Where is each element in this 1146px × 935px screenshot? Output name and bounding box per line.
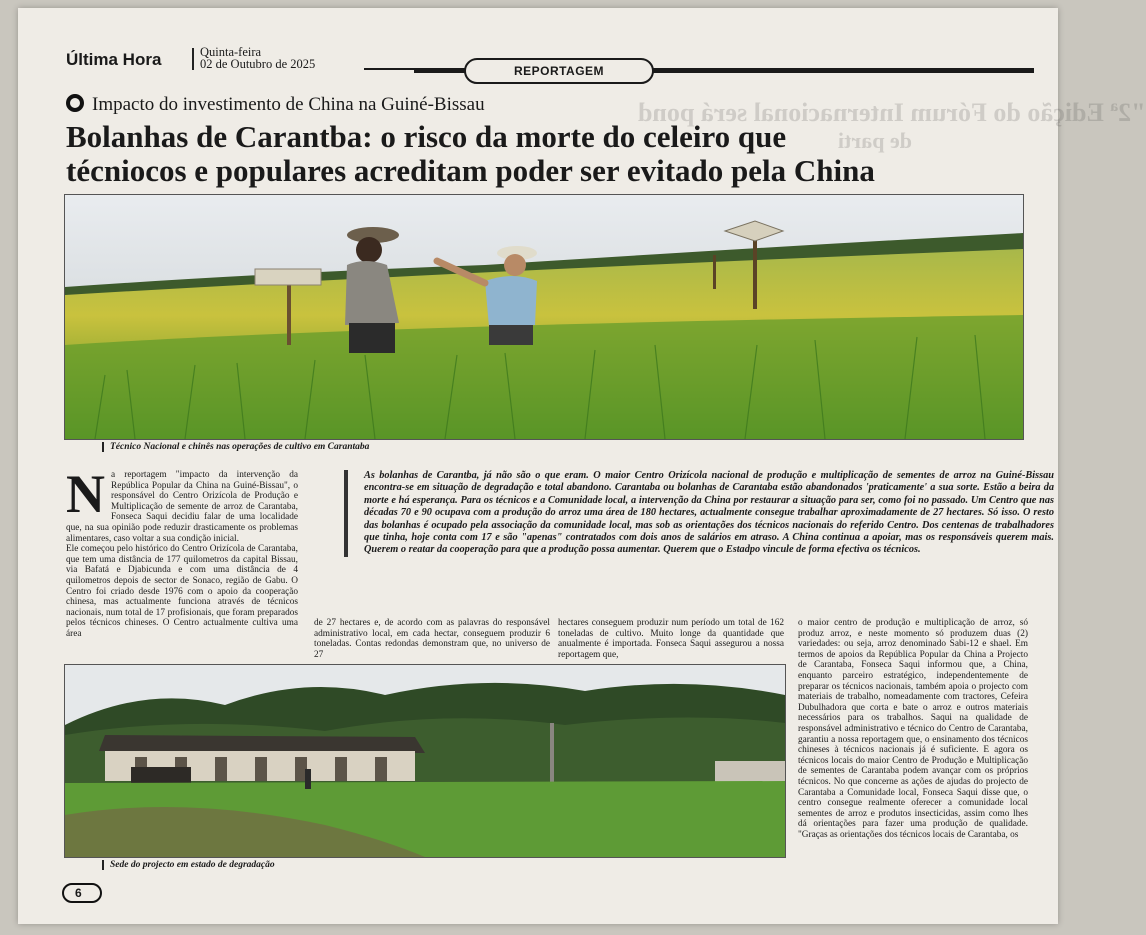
section-name: Última Hora	[66, 50, 162, 69]
date: 02 de Outubro de 2025	[200, 57, 316, 71]
article-column-3: hectares conseguem produzir num período um total de 162 toneladas de cultivo. Muito longe da quantidade que anualmente é importada. Fonseca Saqui assegurou a nossa reportagem que,	[558, 618, 784, 660]
article-headline	[66, 120, 1026, 188]
drop-cap: N	[66, 464, 105, 524]
section-tag: REPORTAGEM	[464, 58, 654, 84]
newspaper-page	[18, 8, 1146, 924]
article-kicker	[66, 94, 485, 116]
column-1-body: Ele começou pelo histórico do Centro Orizícola de Carantaba, que tem uma distância de 177 quilometros da capital Bissau, via Bafatá e Djabicunda e com uma distância de 4 quilometros depois de sector de Sonaco, região de Gabu. O Centro foi criado desde 1976 com o apoio da cooperação chinesa, mas actualmente funciona através de técnicos nacionais, num total de 17 profisionais, que foram preparados pelos técnicos chineses. O Centro actualmente cultiva uma área	[66, 544, 298, 639]
photo-caption: Sede do projecto em estado de degradação	[102, 860, 275, 870]
masthead-separator	[192, 48, 194, 70]
rice-field-photo	[64, 194, 1024, 440]
project-headquarters-photo	[64, 664, 786, 858]
bleed-through-text: de parti	[838, 128, 912, 153]
masthead	[66, 44, 1036, 78]
article-column-4: o maior centro de produção e multiplicação de arroz, só produz arroz, e neste momento só produzem duas (2) variedades: ou seja, arroz denominado Sabi-12 e shael. Em termos de apoios da República Popular da China a Projecto de Carantaba, Fonseca Saqui informou que, a China, enquanto parceiro estratégico, independentemente de preparar os técnicos nacionais, também apoia o projecto com materiais de trabalho, nomeadamente com tractores, Cefeira Dubulhadora que corta e bate o arroz e outros materiais necessários para os trabalhos. Saqui na qualidade de responsável administrativo e técnico do Centro de Carantaba, garantiu a nossa reportagem que, o ensinamento dos técnicos chineses à técnicos nacionais já é suficiente. E agora os técnicos locais do maior Centro de Produção e Multiplicação de sementes de Carantaba podem avançar com os próprios técnicos. No que concerne as ações de ajudas do projecto de Carantaba a Comunidade local, Fonseca Saqui disse que, o centro consegue realmente oferecer a comunidade local sementes de arroz e produtos insecticidas, assim como lhes dá orientações para fazer uma produção de qualidade. "Graças as orientações dos técnicos locais de Carantaba, os	[798, 618, 1028, 840]
bleed-through-text: "2ª Edição do Fórum Internacional será pond	[638, 98, 1146, 127]
kicker-text: Impacto do investimento de China na Guiné-Bissau	[92, 94, 485, 115]
column-1-intro: a reportagem "impacto da intervenção da República Popular da China na Guiné-Bissau", o responsável do Centro Orizícola de Produção e Multiplicação de semente de arroz de Carantaba, Fonseca Saqui decidiu falar de uma localidade que, na sua opinião pode reduzir drasticamente os problemas alimentares, caso voltar a sua condição inicial.	[66, 470, 298, 544]
rice-field-image	[65, 195, 1023, 439]
headline-line-2: técniocos e populares acreditam poder ser evitado pela China	[66, 153, 875, 188]
issue-date	[200, 46, 315, 70]
weekday: Quinta-feira	[200, 45, 262, 59]
headline-line-1: Bolanhas de Carantba: o risco da morte do celeiro que	[66, 119, 787, 154]
article-column-2: de 27 hectares e, de acordo com as palavras do responsável administrativo local, em cada hectar, conseguem produzir 6 toneladas. Contas redondas demonstram que, no universo de 27	[314, 618, 550, 660]
article-standfirst: As bolanhas de Carantba, já não são o que eram. O maior Centro Orizícola nacional de produção e multiplicação de sementes de arroz na Guiné-Bissau encontra-se em situação de degradação e total abandono. Carantaba ou bolanhas de Carantaba estão abandonados 'praticamente' a sua sorte. Estão a beira da morte e há esperança. Para os técnicos e a Comunidade local, a intervenção da China por restaurar a situação para ser, como foi no passado. Um Centro que nas décadas 70 e 90 ocupava com a produção do arroz uma área de 180 hectares, actualmente consegue trabalhar aproximadamente de 27 hectares. Só isso. O resto das bolanhas é ocupado pela associação da comunidade local, mas sob as orientações dos técnicos nacionais do referido Centro. Dos centenas de trabalhadores que tinha, hoje conta com 17 e são "apenas" contratados com dois anos de salários em atraso. A China continua a apoiar, mas os responsáveis querem mais. Querem o reatar da cooperação para que a produção possa aumentar. Querem que o Estadpo vincule de forma efectiva os técnicos.	[344, 470, 1054, 557]
masthead-rule	[364, 68, 414, 70]
page-number: 6	[62, 883, 102, 903]
photo-caption: Técnico Nacional e chinês nas operações de cultivo em Carantaba	[102, 442, 369, 452]
bullet-ring-icon	[66, 94, 84, 112]
headquarters-image	[65, 665, 785, 857]
article-column-1	[66, 464, 298, 658]
